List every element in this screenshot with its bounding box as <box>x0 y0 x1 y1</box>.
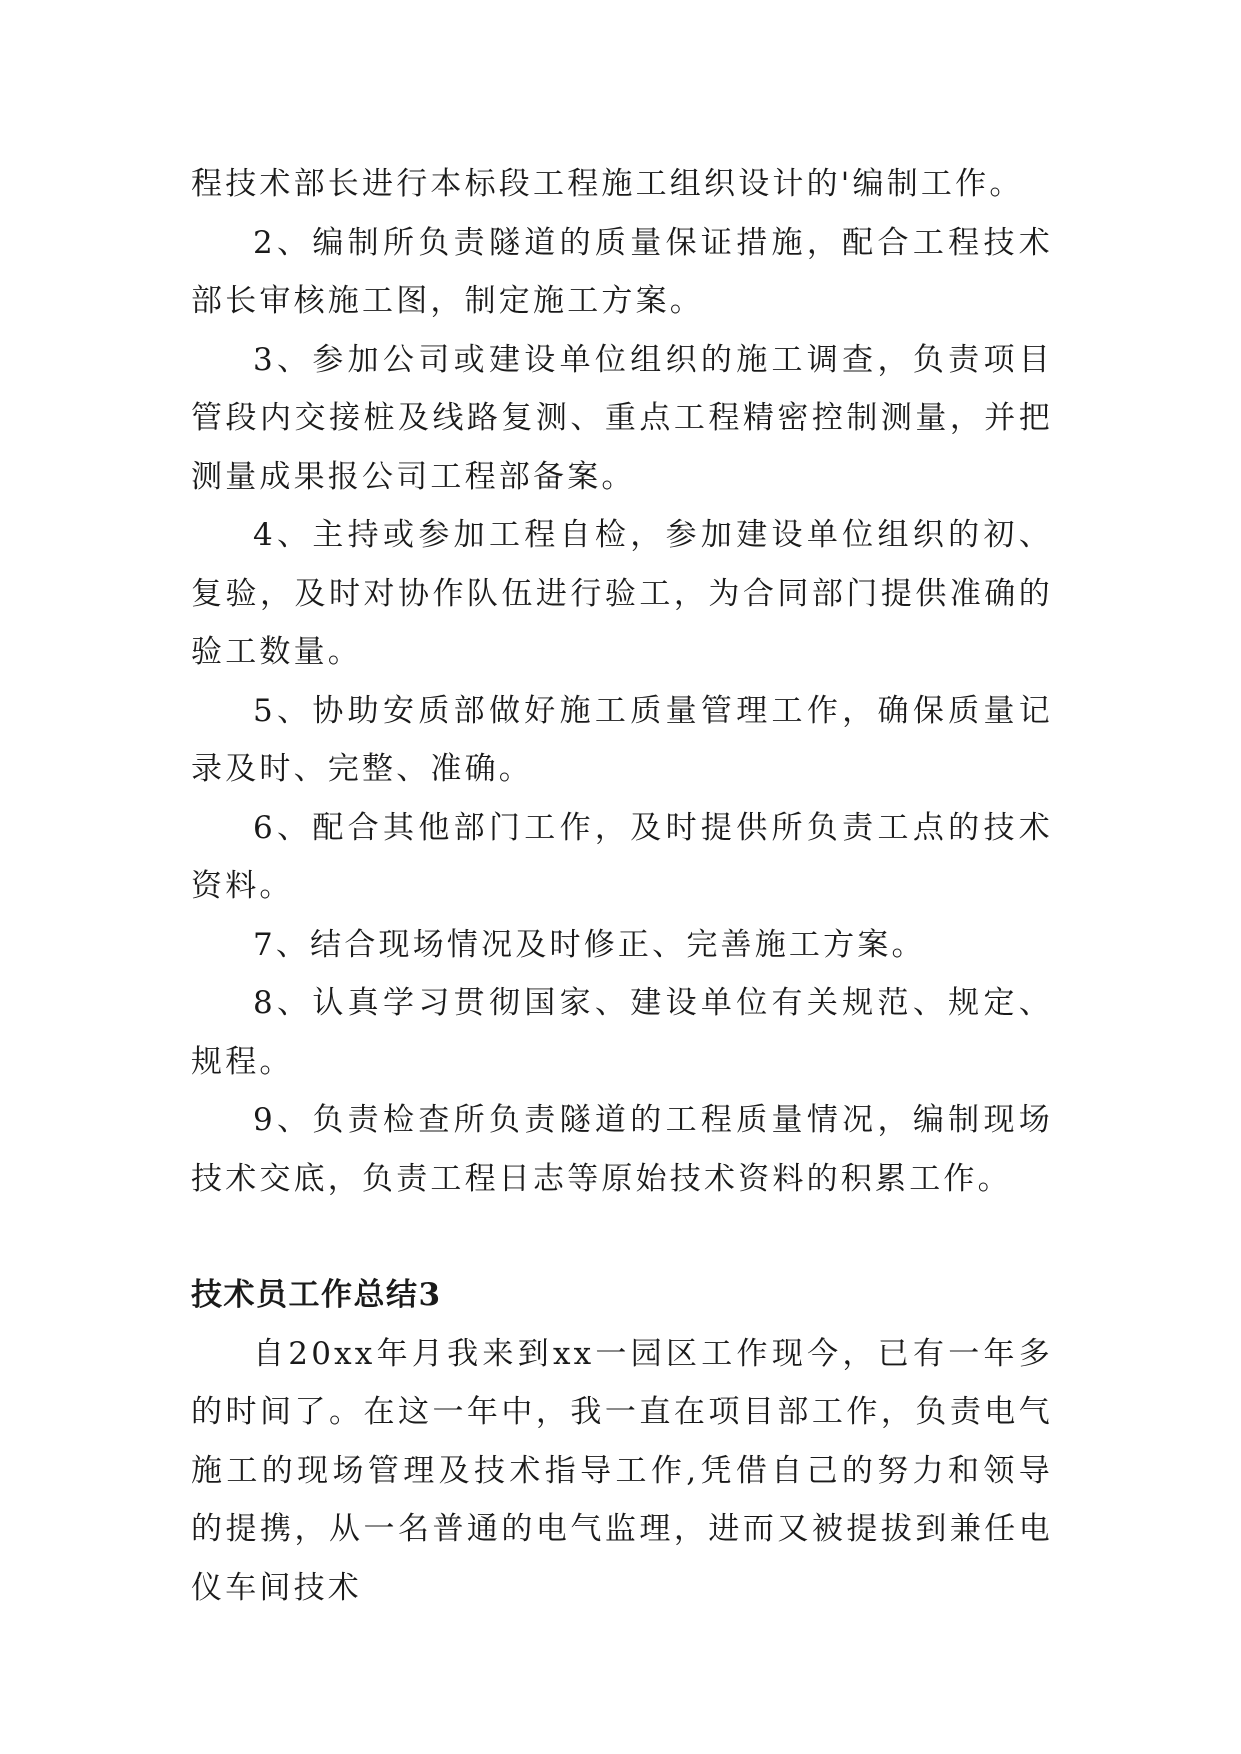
document-body <box>191 155 1053 1617</box>
list-item: 7、结合现场情况及时修正、完善施工方案。 <box>253 926 926 963</box>
list-item: 2、编制所负责隧道的质量保证措施，配合工程技术部长审核施工图，制定施工方案。 <box>191 224 1053 319</box>
list-item: 4、主持或参加工程自检，参加建设单位组织的初、复验，及时对协作队伍进行验工，为合同部门提供准确的验工数量。 <box>191 517 1053 670</box>
section-title: 技术员工作总结3 <box>191 1277 442 1313</box>
list-item: 5、协助安质部做好施工质量管理工作，确保质量记录及时、完整、准确。 <box>191 692 1053 787</box>
section-paragraph: 自20xx年月我来到xx一园区工作现今，已有一年多的时间了。在这一年中，我一直在项目部工作，负责电气施工的现场管理及技术指导工作,凭借自己的努力和领导的提携，从一名普通的电气监理，进而又被提拔到兼任电仪车间技术 <box>191 1335 1053 1606</box>
list-item: 9、负责检查所负责隧道的工程质量情况，编制现场技术交底，负责工程日志等原始技术资料的积累工作。 <box>191 1102 1053 1197</box>
list-item: 6、配合其他部门工作，及时提供所负责工点的技术资料。 <box>191 809 1053 904</box>
continuation-paragraph: 程技术部长进行本标段工程施工组织设计的'编制工作。 <box>191 166 1024 202</box>
list-item: 8、认真学习贯彻国家、建设单位有关规范、规定、规程。 <box>191 985 1053 1080</box>
list-item: 3、参加公司或建设单位组织的施工调查，负责项目管段内交接桩及线路复测、重点工程精密控制测量，并把测量成果报公司工程部备案。 <box>191 341 1053 495</box>
